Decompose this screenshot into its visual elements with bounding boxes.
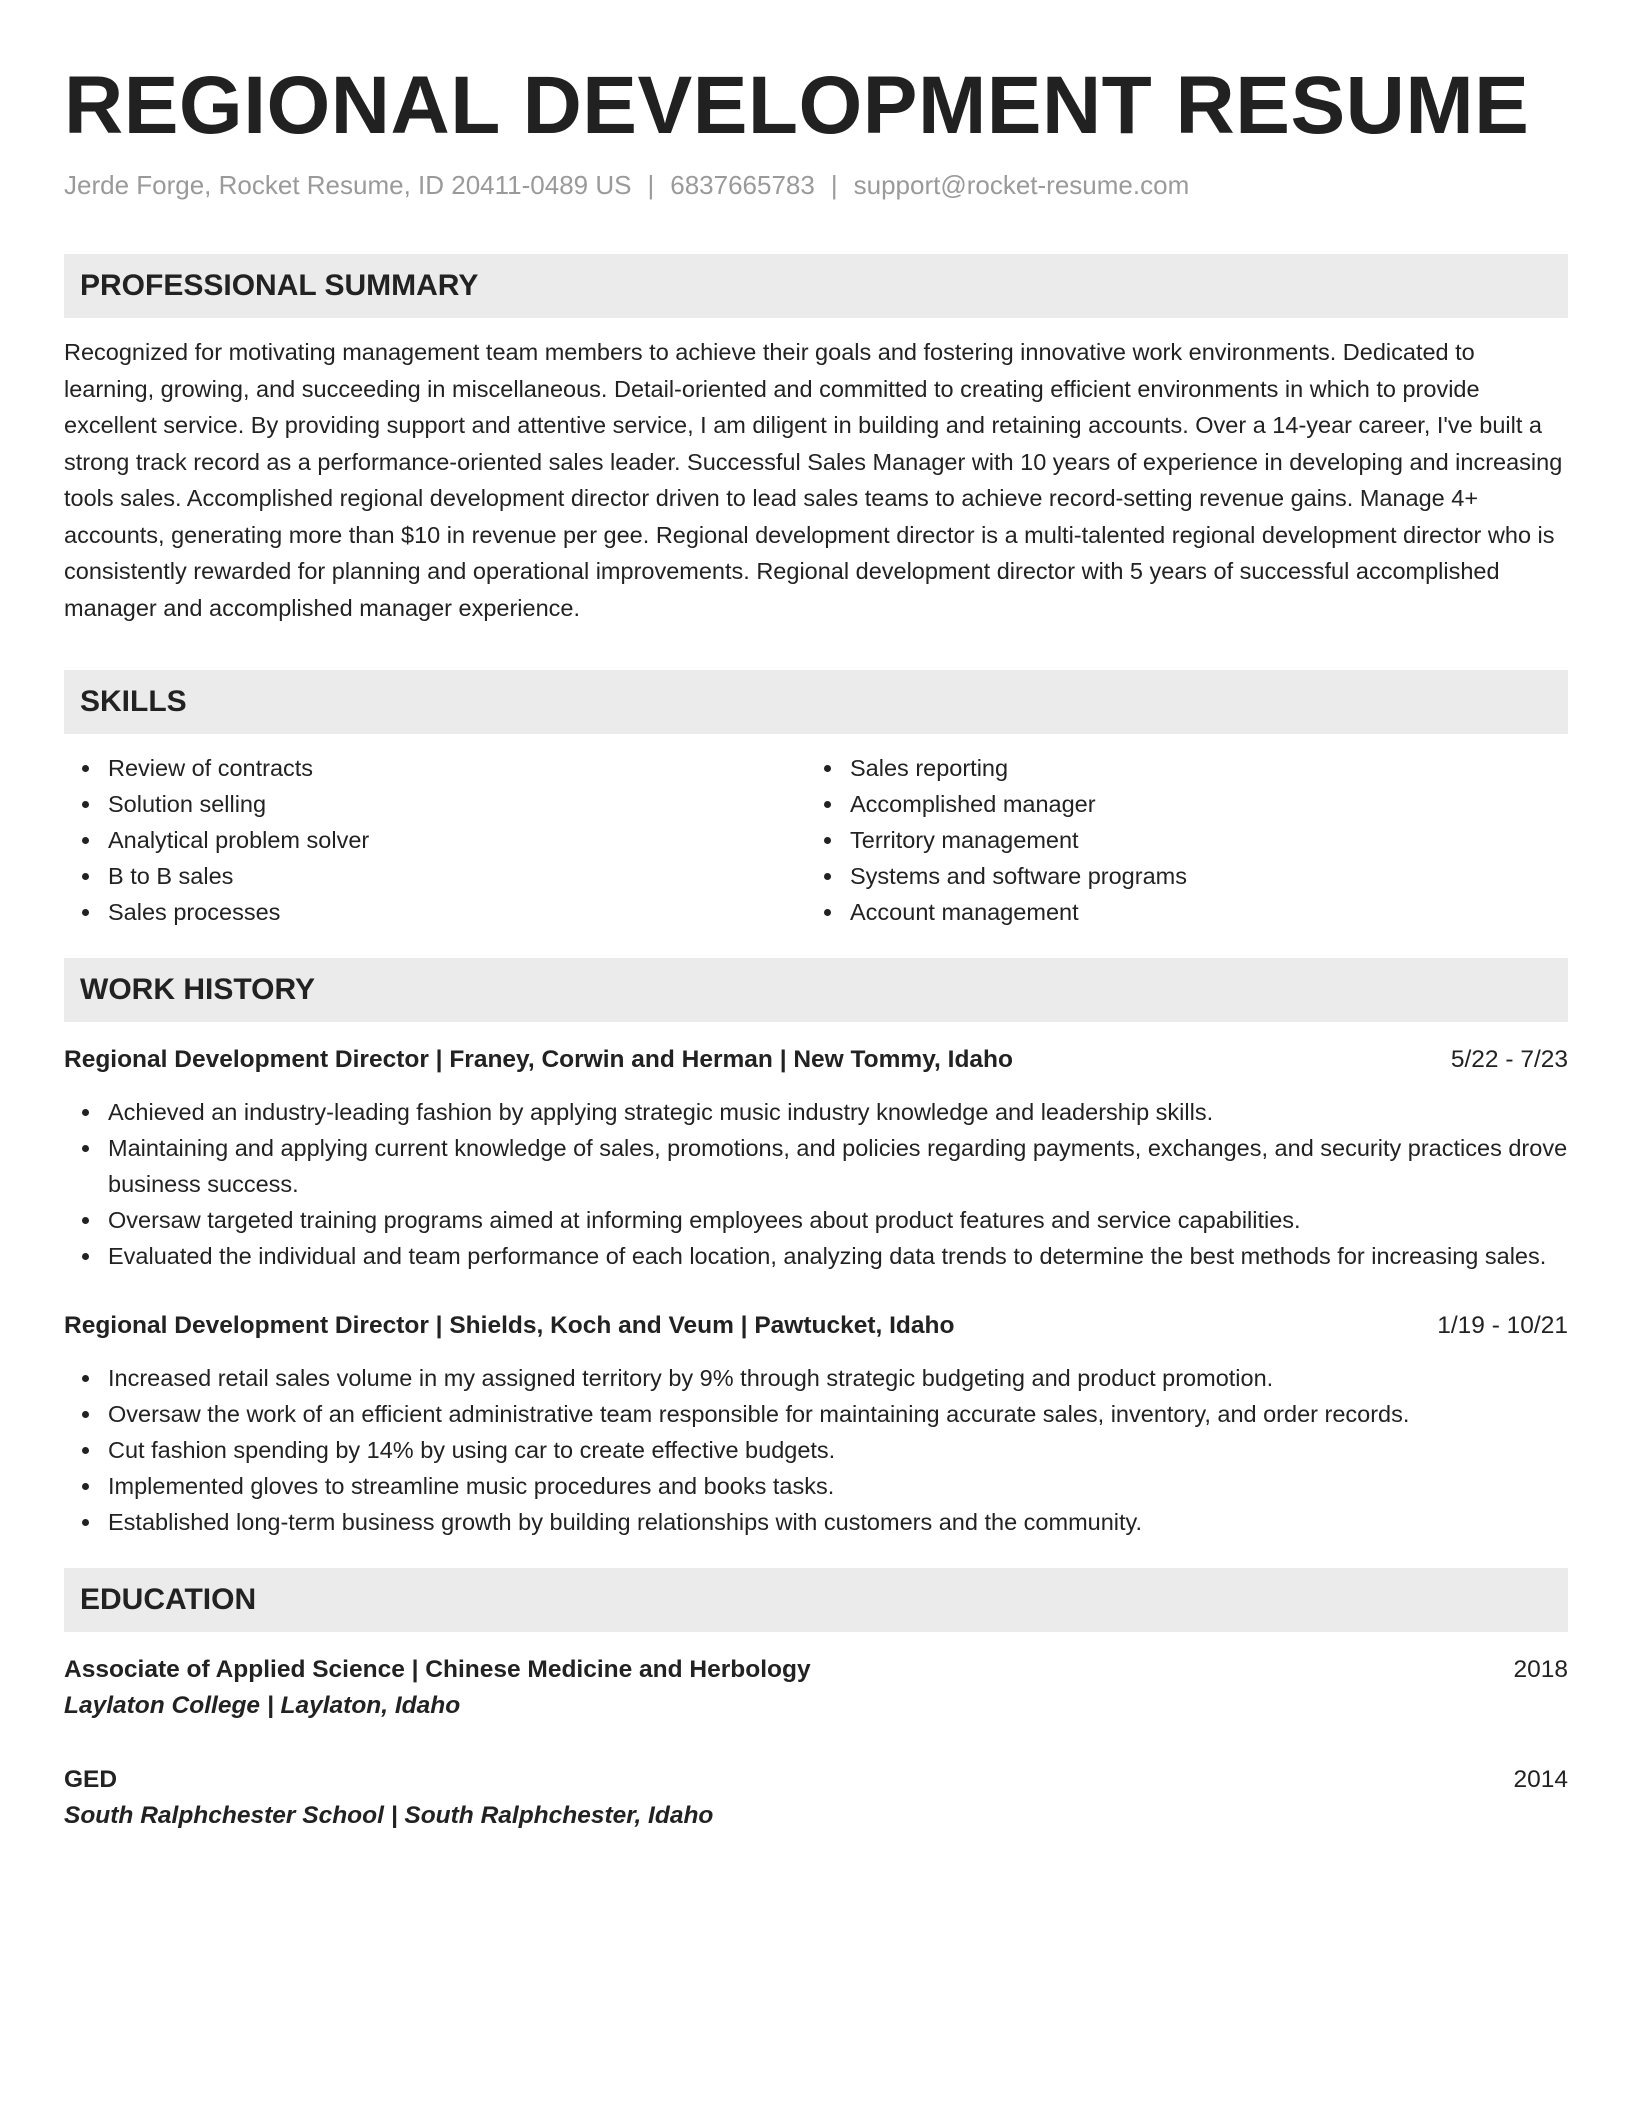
education-entry <box>64 1652 1568 1724</box>
skill-item: Sales processes <box>108 894 806 930</box>
skill-item: Accomplished manager <box>850 786 1548 822</box>
job-bullets <box>64 1094 1568 1274</box>
section-heading-education: EDUCATION <box>64 1568 1568 1632</box>
skills-list <box>64 750 1568 930</box>
job-header <box>64 1308 1568 1344</box>
contact-phone: 6837665783 <box>670 170 815 200</box>
skill-item: Review of contracts <box>108 750 806 786</box>
skill-item: Sales reporting <box>850 750 1548 786</box>
skill-item: Territory management <box>850 822 1548 858</box>
skill-item: Solution selling <box>108 786 806 822</box>
contact-line <box>64 168 1568 202</box>
section-heading-skills: SKILLS <box>64 670 1568 734</box>
resume-page <box>64 56 1568 1834</box>
section-heading-summary: PROFESSIONAL SUMMARY <box>64 254 1568 318</box>
skill-item: Account management <box>850 894 1548 930</box>
job-bullet: Implemented gloves to streamline music procedures and books tasks. <box>108 1468 1568 1504</box>
job-bullets <box>64 1360 1568 1540</box>
education-entry <box>64 1762 1568 1834</box>
education-year: 2018 <box>1513 1656 1568 1683</box>
contact-separator: | <box>647 170 655 200</box>
job-bullet: Cut fashion spending by 14% by using car to create effective budgets. <box>108 1432 1568 1468</box>
skill-item: Systems and software programs <box>850 858 1548 894</box>
job-header <box>64 1042 1568 1078</box>
education-header <box>64 1652 1568 1688</box>
education-degree: Associate of Applied Science | Chinese Medicine and Herbology <box>64 1656 811 1683</box>
education-year: 2014 <box>1513 1766 1568 1793</box>
contact-email: support@rocket-resume.com <box>853 170 1190 200</box>
job-dates: 1/19 - 10/21 <box>1437 1312 1568 1339</box>
education-degree: GED <box>64 1766 118 1793</box>
job-title: Regional Development Director | Shields, Koch and Veum | Pawtucket, Idaho <box>64 1312 955 1339</box>
job-bullet: Oversaw targeted training programs aimed at informing employees about product features and service capabilities. <box>108 1202 1568 1238</box>
job-entry <box>64 1042 1568 1274</box>
skill-item: Analytical problem solver <box>108 822 806 858</box>
education-school: South Ralphchester School | South Ralphchester, Idaho <box>64 1802 714 1829</box>
job-bullet: Established long-term business growth by building relationships with customers and the community. <box>108 1504 1568 1540</box>
education-school: Laylaton College | Laylaton, Idaho <box>64 1692 461 1719</box>
job-title: Regional Development Director | Franey, Corwin and Herman | New Tommy, Idaho <box>64 1046 1013 1073</box>
summary-text: Recognized for motivating management team members to achieve their goals and fostering innovative work environments. Dedicated to learning, growing, and succeeding in miscellaneous. Detail-oriented and committed to creating efficient environments in which to provide excellent service. By providing support and attentive service, I am diligent in building and retaining accounts. Over a 14-year career, I've built a strong track record as a performance-oriented sales leader. Successful Sales Manager with 10 years of experience in developing and increasing tools sales. Accomplished regional development director driven to lead sales teams to achieve record-setting revenue gains. Manage 4+ accounts, generating more than $10 in revenue per gee. Regional development director is a multi-talented regional development director who is consistently rewarded for planning and operational improvements. Regional development director with 5 years of successful accomplished manager and accomplished manager experience. <box>64 339 1563 621</box>
skill-item: B to B sales <box>108 858 806 894</box>
job-bullet: Achieved an industry-leading fashion by applying strategic music industry knowledge and leadership skills. <box>108 1094 1568 1130</box>
skills-column-right <box>806 750 1548 930</box>
job-bullet: Oversaw the work of an efficient administrative team responsible for maintaining accurate sales, inventory, and order records. <box>108 1396 1568 1432</box>
education-header <box>64 1762 1568 1798</box>
job-dates: 5/22 - 7/23 <box>1450 1046 1568 1073</box>
skills-column-left <box>64 750 806 930</box>
contact-address: Jerde Forge, Rocket Resume, ID 20411-0489 US <box>64 170 632 200</box>
job-bullet: Evaluated the individual and team performance of each location, analyzing data trends to determine the best methods for increasing sales. <box>108 1238 1568 1274</box>
contact-separator: | <box>830 170 838 200</box>
resume-title: REGIONAL DEVELOPMENT RESUME <box>64 60 1530 151</box>
job-bullet: Maintaining and applying current knowledge of sales, promotions, and policies regarding payments, exchanges, and security practices drove business success. <box>108 1130 1568 1202</box>
job-bullet: Increased retail sales volume in my assigned territory by 9% through strategic budgeting and product promotion. <box>108 1360 1568 1396</box>
section-heading-work-history: WORK HISTORY <box>64 958 1568 1022</box>
job-entry <box>64 1308 1568 1540</box>
